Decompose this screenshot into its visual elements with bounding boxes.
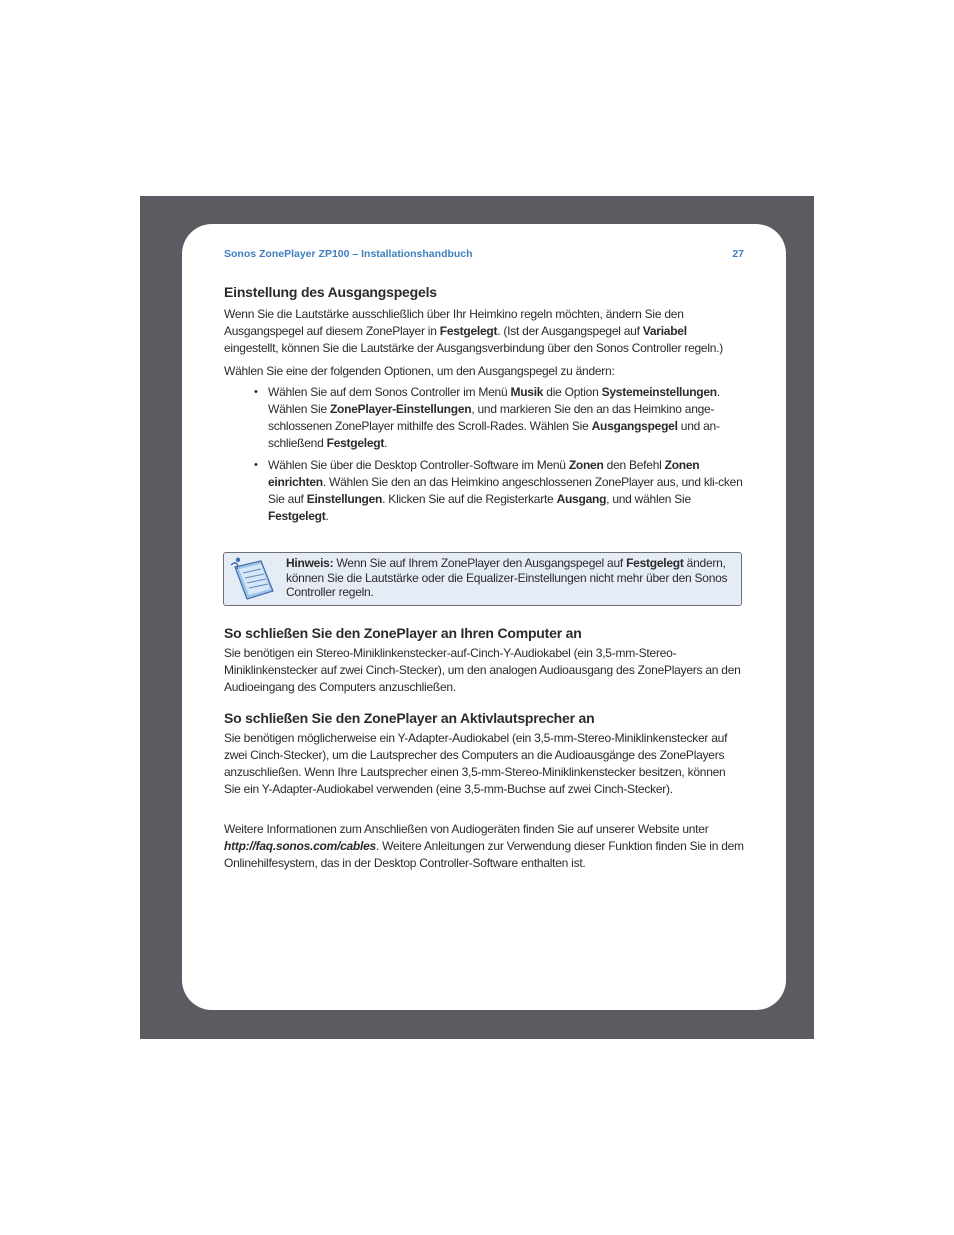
note-paper-icon [227, 557, 279, 603]
options-list [224, 384, 744, 525]
running-header [224, 248, 744, 264]
section-title-computer: So schließen Sie den ZonePlayer an Ihren Computer an [224, 625, 582, 641]
note-text: Hinweis: Wenn Sie auf Ihrem ZonePlayer den Ausgangspegel auf Festgelegt ändern, können Sie die Lautstärke oder die Equalizer-Einstellungen nicht mehr über den Sonos Controller regeln. [286, 556, 728, 599]
list-item: • Wählen Sie über die Desktop Controller-Software im Menü Zonen den Befehl Zonen einrichten. Wählen Sie den an das Heimkino angeschlossenen ZonePlayer aus, und kli-cken Sie auf Einstellungen. Klicken Sie auf die Registerkarte Ausgang, und wählen Sie Festgelegt. [268, 457, 744, 525]
paragraph-speakers: Sie benötigen möglicherweise ein Y-Adapter-Audiokabel (ein 3,5-mm-Stereo-Miniklinkenstecker auf zwei Cinch-Stecker), um die Lautsprecher des Computers an die Audioausgänge des ZonePlayers anzuschließen. Wenn Ihre Lautsprecher einen 3,5-mm-Stereo-Miniklinkenstecker besitzen, können Sie ein Y-Adapter-Audiokabel verwenden (eine 3,5-mm-Buchse auf zwei Cinch-Stecker). [224, 731, 728, 796]
paragraph-output-level-intro: Wenn Sie die Lautstärke ausschließlich über Ihr Heimkino regeln möchten, ändern Sie den Ausgangspegel auf diesem ZonePlayer in Festgelegt. (Ist der Ausgangspegel auf Variabel eingestellt, können Sie die Lautstärke der Ausgangsverbindung über den Sonos Controller regeln.) [224, 307, 724, 355]
paragraph-options-intro: Wählen Sie eine der folgenden Optionen, um den Ausgangspegel zu ändern: [224, 364, 615, 378]
note-box [223, 552, 742, 606]
page-number: 27 [732, 248, 744, 260]
list-item: • Wählen Sie auf dem Sonos Controller im Menü Musik die Option Systemeinstellungen. Wählen Sie ZonePlayer-Einstellungen, und markieren Sie den an das Heimkino ange-schlossenen ZonePlayer mithilfe des Scroll-Rades. Wählen Sie Ausgangspegel und an-schließend Festgelegt. [268, 384, 744, 452]
page-content [224, 248, 744, 872]
document-title: Sonos ZonePlayer ZP100 – Installationshandbuch [224, 248, 473, 260]
faq-link[interactable]: http://faq.sonos.com/cables [224, 839, 376, 853]
document-page [182, 224, 786, 1010]
section-title-speakers: So schließen Sie den ZonePlayer an Aktivlautsprecher an [224, 710, 595, 726]
paragraph-computer: Sie benötigen ein Stereo-Miniklinkenstecker-auf-Cinch-Y-Audiokabel (ein 3,5-mm-Stereo-Miniklinkenstecker auf zwei Cinch-Stecker), um den analogen Audioausgang des ZonePlayers an den Audioeingang des Computers anzuschließen. [224, 646, 741, 694]
section-title-output-level: Einstellung des Ausgangspegels [224, 284, 437, 300]
paragraph-more-info: Weitere Informationen zum Anschließen von Audiogeräten finden Sie auf unserer Website unter http://faq.sonos.com/cables. Weitere Anleitungen zur Verwendung dieser Funktion finden Sie in dem Onlinehilfesystem, das in der Desktop Controller-Software enthalten ist. [224, 822, 744, 870]
